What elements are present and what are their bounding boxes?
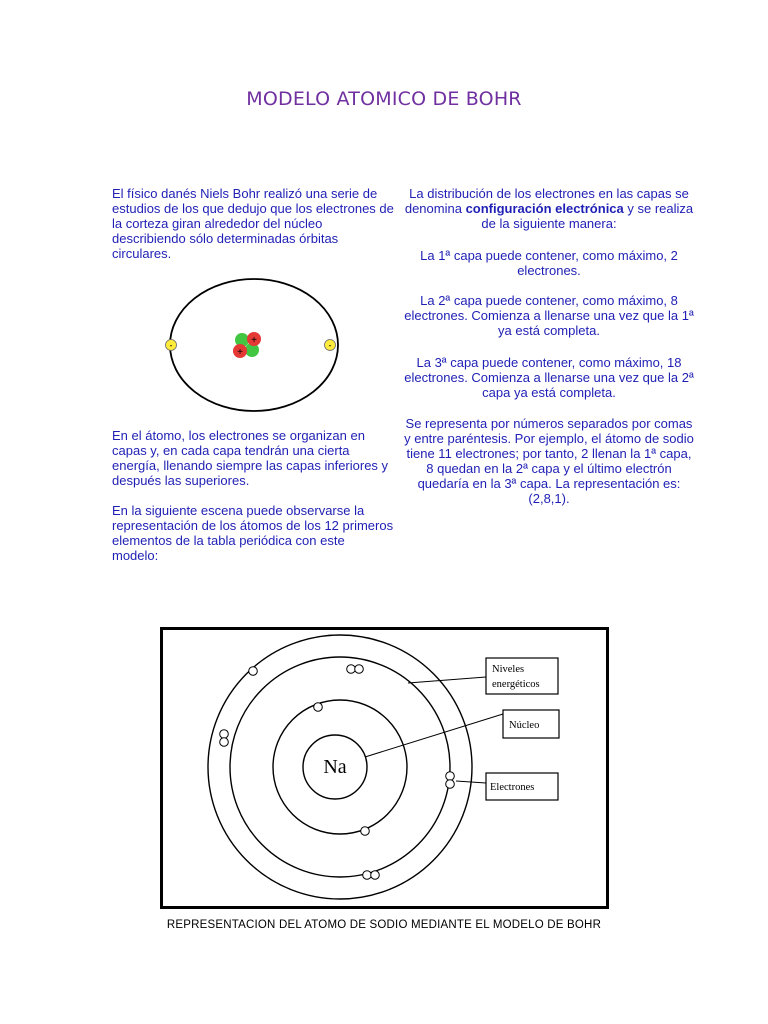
svg-text:-: - [328,340,332,351]
svg-text:-: - [169,340,173,351]
svg-text:Núcleo: Núcleo [509,720,540,731]
svg-text:+: + [251,335,257,346]
electron [363,871,372,880]
electron [446,780,455,789]
svg-text:Electrones: Electrones [490,782,535,793]
electron [371,871,380,880]
electron [446,772,455,781]
electron [220,738,229,747]
shell-2-paragraph: La 2ª capa puede contener, como máximo, 8 electrones. Comienza a llenarse una vez que la 1ª ya está completa. [404,293,694,338]
electron [347,665,356,674]
notation-paragraph: Se representa por números separados por comas y entre paréntesis. Por ejemplo, el átomo de sodio tiene 11 electrones; por tanto, 2 llenan la 1ª capa, 8 quedan en la 2ª capa y el último electrón quedaría en la 3ª capa. La representación es: (2,8,1). [404,416,694,506]
figure-caption: REPRESENTACION DEL ATOMO DE SODIO MEDIANTE EL MODELO DE BOHR [166,919,602,931]
sodium-bohr-diagram [160,627,610,910]
nucleus-symbol: Na [323,756,347,778]
svg-text:+: + [237,347,243,358]
electron [220,730,229,739]
scene-paragraph: En la siguiente escena puede observarse la representación de los átomos de los 12 primeros elementos de la tabla periódica con este modelo: [112,503,394,563]
label-nucleus-box [503,710,559,738]
electron [361,827,370,836]
page-title: MODELO ATOMICO DE BOHR [246,88,522,110]
config-text-b: y se realiza de la siguiente manera: [481,201,694,231]
config-paragraph [404,186,694,231]
shell-3-paragraph: La 3ª capa puede contener, como máximo, 18 electrones. Comienza a llenarse una vez que la 2ª capa ya está completa. [404,355,694,400]
shells-paragraph: En el átomo, los electrones se organizan en capas y, en cada capa tendrán una cierta energía, llenando siempre las capas inferiores y después las superiores. [112,428,389,488]
config-text-a: La distribución de los electrones en las capas se denomina [404,186,689,216]
shell-1-paragraph: La 1ª capa puede contener, como máximo, 2 electrones. [420,248,678,278]
config-term: configuración electrónica [465,201,624,216]
svg-text:energéticos: energéticos [492,679,540,690]
label-levels-box [486,658,558,694]
small-atom-diagram [160,276,350,420]
nucleus [233,332,261,358]
label-electrons-box [486,773,558,800]
intro-paragraph: El físico danés Niels Bohr realizó una serie de estudios de los que dedujo que los electrones de la corteza giran alrededor del núcleo describiendo sólo determinadas órbitas circulares. [112,186,394,261]
electron-right [325,340,336,351]
electron [355,665,364,674]
electron [314,703,323,712]
electron [249,667,258,676]
svg-text:Niveles: Niveles [492,664,525,675]
electron-left [166,340,177,351]
